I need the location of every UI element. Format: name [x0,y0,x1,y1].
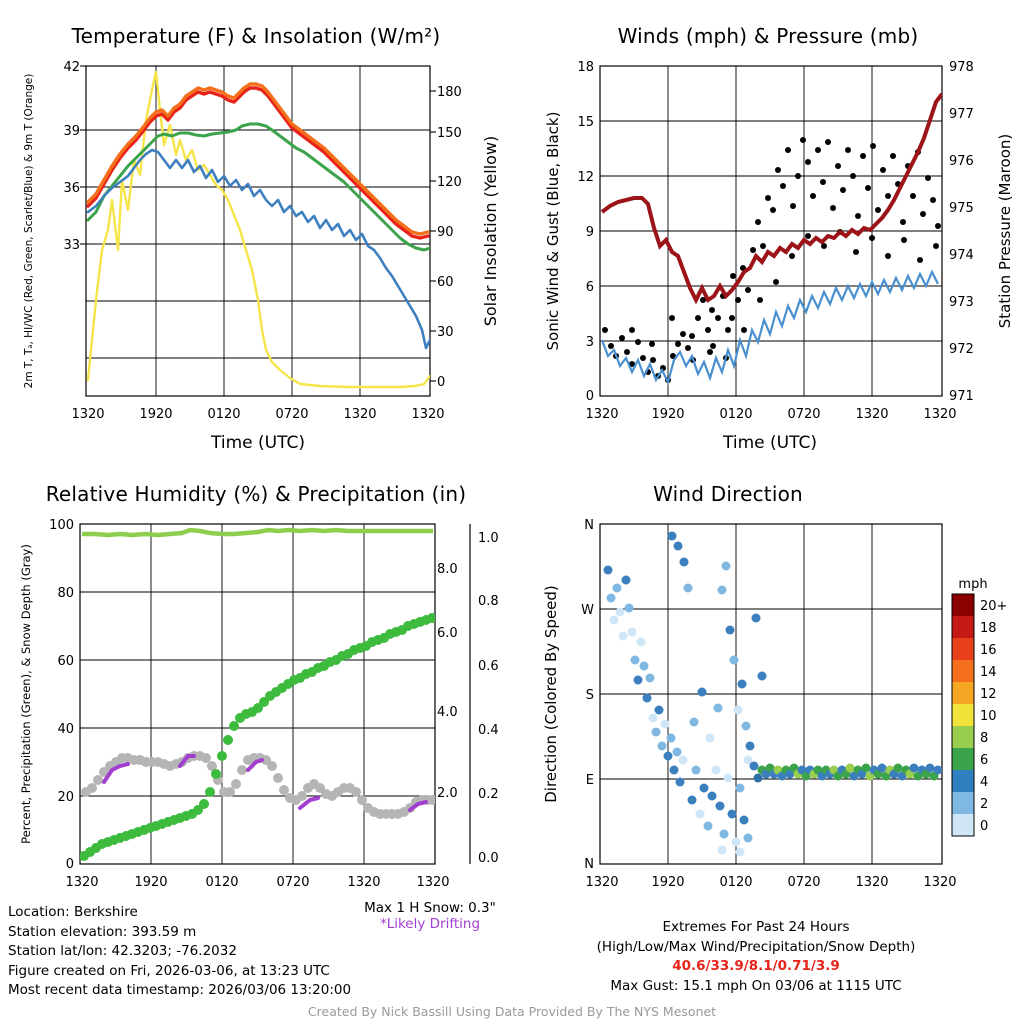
dir-xtick-1: 1320 [585,875,619,890]
temp-ytick-42: 42 [63,60,80,75]
dir-ytick-s: S [585,688,594,703]
panel-wind-direction [512,470,1024,900]
colorbar-label-14: 14 [980,665,997,680]
colorbar-title: mph [958,577,988,592]
wind-rtick-978: 978 [949,60,974,75]
footer-location: Location: Berkshire [8,904,138,920]
colorbar-label-6: 6 [980,753,989,768]
wind-yaxis-label-left: Sonic Wind & Gust (Blue, Black) [544,111,562,351]
wind-xtick-1: 1320 [585,407,619,422]
rh-rtick-0.6: 0.6 [478,659,499,674]
wind-rtick-971: 971 [949,389,974,404]
temperature-chart [0,0,512,470]
rh-ytick-40: 40 [57,722,74,737]
rh-rtick-0.2: 0.2 [478,787,499,802]
rh-rtick-0.0: 0.0 [478,851,499,866]
dir-xtick-4: 0720 [787,875,821,890]
wind-xtick-6: 1320 [923,407,957,422]
dir-xtick-6: 1320 [923,875,957,890]
colorbar-label-10: 10 [980,709,997,724]
temp-xtick-4: 0720 [275,407,309,422]
footer-created: Figure created on Fri, 2026-03-06, at 13:23 UTC [8,962,330,979]
footer-extremes [496,918,1016,996]
temp-xtick-6: 1320 [411,407,445,422]
wind-ytick-6: 6 [585,280,594,295]
rh-xtick-3: 0120 [205,875,239,890]
extremes-heading: Extremes For Past 24 Hours [662,919,850,935]
credit-line: Created By Nick Bassill Using Data Provided By The NYS Mesonet [307,1004,717,1019]
wind-rtick-972: 972 [949,342,974,357]
rh-ftick-6.0: 6.0 [437,626,458,641]
colorbar-label-2: 2 [980,797,989,812]
wind-ytick-3: 3 [585,335,594,350]
winds-panel-title: Winds (mph) & Pressure (mb) [617,24,919,48]
rh-ytick-100: 100 [49,518,74,533]
temp-ytick-33: 33 [63,238,80,253]
wind-rtick-973: 973 [949,295,974,310]
temp-xtick-1: 1320 [71,407,105,422]
wind-rtick-974: 974 [949,248,974,263]
colorbar-label-16: 16 [980,643,997,658]
wind-xtick-3: 0120 [719,407,753,422]
rh-ftick-4.0: 4.0 [437,705,458,720]
wind-xtick-5: 1320 [855,407,889,422]
rh-rtick-0.8: 0.8 [478,594,499,609]
temp-rtick-90: 90 [437,225,454,240]
wind-rtick-976: 976 [949,154,974,169]
humidity-panel-title: Relative Humidity (%) & Precipitation (in) [45,482,467,506]
temp-xtick-3: 0120 [207,407,241,422]
dir-ytick-e: E [585,773,594,788]
rh-ytick-20: 20 [57,790,74,805]
wind-ytick-9: 9 [585,225,594,240]
footer-station-info [8,903,351,1001]
rh-xtick-5: 1320 [347,875,381,890]
dir-ytick-w: W [581,603,594,618]
wind-direction-panel-title: Wind Direction [653,482,803,506]
wind-ytick-0: 0 [585,389,594,404]
wind-rtick-977: 977 [949,107,974,122]
panel-temperature [0,0,512,470]
footer-timestamp: Most recent data timestamp: 2026/03/06 13:20:00 [8,982,352,998]
drifting-note: *Likely Drifting [379,916,481,932]
max-gust: Max Gust: 15.1 mph On 03/06 at 1115 UTC [610,977,902,994]
dir-xtick-5: 1320 [855,875,889,890]
winds-chart [512,0,1024,470]
temp-ytick-36: 36 [63,181,80,196]
rh-xtick-2: 1920 [134,875,168,890]
max-snow-note: Max 1 H Snow: 0.3" [364,900,496,916]
dir-xtick-2: 1920 [651,875,685,890]
temp-yaxis-label-right: Solar Insolation (Yellow) [481,135,500,327]
dir-ytick-n-top: N [584,518,594,533]
temp-rtick-30: 30 [437,325,454,340]
footer-elevation: Station elevation: 393.59 m [8,923,197,940]
dir-yaxis-label: Direction (Colored By Speed) [542,585,560,803]
temp-rtick-150: 150 [437,126,462,141]
wind-xtick-2: 1920 [651,407,685,422]
temp-xaxis-label: Time (UTC) [211,433,305,453]
rh-xtick-1: 1320 [65,875,99,890]
panel-humidity [0,470,512,900]
temp-xtick-2: 1920 [139,407,173,422]
dir-xtick-3: 0120 [719,875,753,890]
extremes-values: 40.6/33.9/8.1/0.71/3.9 [672,958,840,974]
rh-ytick-80: 80 [57,586,74,601]
temp-rtick-60: 60 [437,275,454,290]
rh-ytick-0: 0 [65,857,74,872]
colorbar-label-12: 12 [980,687,997,702]
rh-ytick-60: 60 [57,654,74,669]
humidity-chart [0,470,512,900]
footer-latlon: Station lat/lon: 42.3203; -76.2032 [8,943,237,959]
panel-winds [512,0,1024,470]
temp-ytick-39: 39 [63,124,80,139]
temp-rtick-0: 0 [437,375,446,390]
colorbar-label-8: 8 [980,731,989,746]
wind-ytick-18: 18 [577,60,594,75]
wind-speed-colorbar [952,577,1007,836]
colorbar-label-20: 20+ [980,599,1008,614]
temperature-panel-title: Temperature (F) & Insolation (W/m²) [71,24,441,48]
wind-direction-chart [512,470,1024,900]
temp-xtick-5: 1320 [343,407,377,422]
wind-ytick-12: 12 [577,170,594,185]
rh-ftick-8.0: 8.0 [437,562,458,577]
wind-xtick-4: 0720 [787,407,821,422]
wind-yaxis-label-right: Station Pressure (Maroon) [996,133,1014,329]
colorbar-label-4: 4 [980,775,989,790]
temp-rtick-120: 120 [437,175,462,190]
rh-rtick-0.4: 0.4 [478,723,499,738]
rh-ftick-2.0: 2.0 [437,786,458,801]
colorbar-label-18: 18 [980,621,997,636]
rh-xtick-4: 0720 [276,875,310,890]
dir-ytick-n-bottom: N [584,857,594,872]
rh-yaxis-label-left: Percent, Precipitation (Green), & Snow Depth (Gray) [19,544,33,844]
rh-rtick-1.0: 1.0 [478,531,499,546]
rh-xtick-6: 1320 [416,875,450,890]
extremes-subheading: (High/Low/Max Wind/Precipitation/Snow Depth) [596,938,916,955]
wind-xaxis-label: Time (UTC) [723,433,817,453]
wind-ytick-15: 15 [577,115,594,130]
temp-yaxis-label-left: 2m T, Tₐ, HI/WC (Red, Green, Scarlet/Blue) & 9m T (Orange) [23,73,35,389]
temp-rtick-180: 180 [437,85,462,100]
wind-rtick-975: 975 [949,201,974,216]
colorbar-label-0: 0 [980,819,989,834]
